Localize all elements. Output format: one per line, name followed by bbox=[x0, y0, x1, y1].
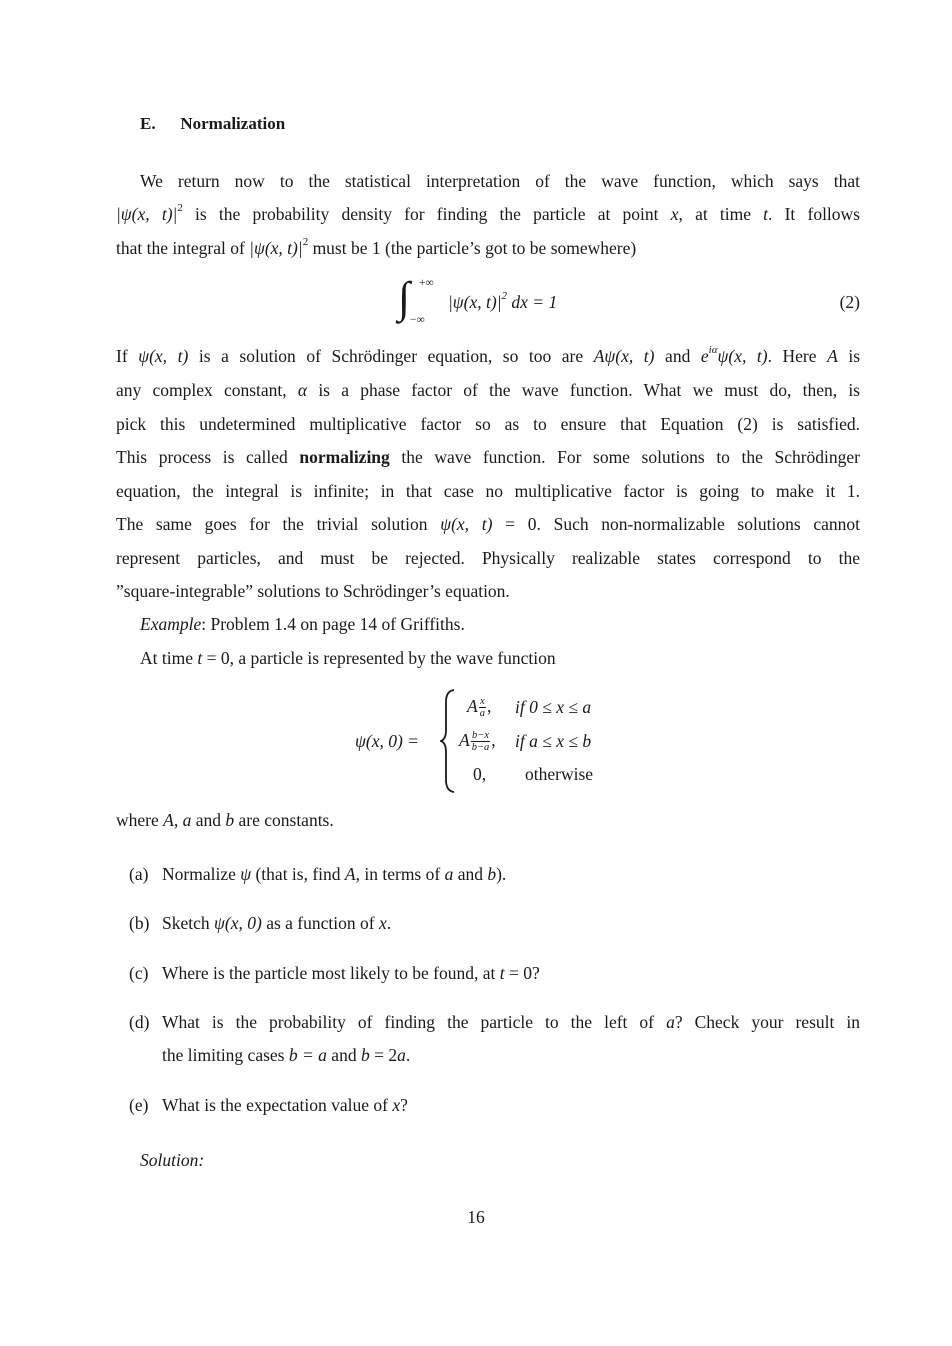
fraction bbox=[479, 696, 486, 719]
text: What is the expectation value of bbox=[162, 1095, 393, 1115]
para2-line8: ”square-integrable” solutions to Schrödinger’s equation. bbox=[116, 581, 510, 601]
text: is a phase factor of the wave function. What we must do, then, is bbox=[307, 380, 860, 400]
math: a bbox=[444, 864, 454, 884]
question-item-d bbox=[129, 1011, 860, 1066]
text: This process is called bbox=[116, 447, 300, 467]
math: e bbox=[700, 346, 709, 366]
text: as a function of bbox=[261, 913, 379, 933]
question-item-e bbox=[129, 1094, 860, 1116]
text: ? Check your result in bbox=[674, 1012, 861, 1032]
case-1-condition: if 0 ≤ x ≤ a bbox=[515, 697, 592, 717]
para2-line3: pick this undetermined multiplicative factor so as to ensure that Equation (2) is satisfied. bbox=[116, 414, 860, 434]
text: . It follows bbox=[768, 204, 860, 224]
square: 2 bbox=[501, 290, 508, 302]
math: b bbox=[225, 810, 235, 830]
math: α bbox=[297, 380, 308, 400]
text: the wave function. For some solutions to the Schrödinger bbox=[389, 447, 861, 467]
math: ψ bbox=[240, 864, 252, 884]
para2-line6 bbox=[116, 513, 860, 535]
text: and bbox=[326, 1045, 361, 1065]
item-label: (c) bbox=[129, 963, 149, 983]
item-label: (e) bbox=[129, 1095, 149, 1115]
psi-abs: |ψ(x, t)| bbox=[116, 204, 178, 224]
text: is bbox=[837, 346, 861, 366]
text: = 0? bbox=[504, 963, 540, 983]
fraction bbox=[471, 730, 491, 753]
text: , in terms of bbox=[355, 864, 445, 884]
integral-sign: ∫ bbox=[398, 273, 411, 322]
text: ? bbox=[400, 1095, 408, 1115]
text: = 0. Such non-normalizable solutions cannot bbox=[492, 514, 860, 534]
math: ψ(x, t) bbox=[717, 346, 768, 366]
text: Normalize bbox=[162, 864, 241, 884]
text: any complex constant, bbox=[116, 380, 298, 400]
text: Where is the particle most likely to be found, at bbox=[162, 963, 500, 983]
bold-term: normalizing bbox=[299, 447, 390, 467]
text: What is the probability of finding the particle to the left of bbox=[162, 1012, 667, 1032]
example-label: Example bbox=[140, 614, 202, 634]
psi-abs: |ψ(x, t)| bbox=[249, 238, 303, 258]
var-x: x bbox=[670, 204, 679, 224]
square: 2 bbox=[177, 202, 183, 214]
text: The same goes for the trivial solution bbox=[116, 514, 441, 534]
question-item-b bbox=[129, 912, 860, 934]
text: (that is, find bbox=[251, 864, 345, 884]
example-line bbox=[140, 613, 860, 635]
item-label: (a) bbox=[129, 864, 149, 884]
text: are constants. bbox=[234, 810, 334, 830]
text: is the probability density for finding the particle at point bbox=[182, 204, 671, 224]
math: t bbox=[499, 963, 505, 983]
section-label: E. bbox=[140, 114, 156, 133]
math: ψ(x, 0) bbox=[214, 913, 262, 933]
item-label: (b) bbox=[129, 913, 150, 933]
text: and bbox=[191, 810, 226, 830]
text: : Problem 1.4 on page 14 of Griffiths. bbox=[201, 614, 465, 634]
math: Aψ(x, t) bbox=[593, 346, 655, 366]
case-1-value: A $\frac{x}{a}$ , bbox=[467, 696, 492, 720]
para2-line1 bbox=[116, 345, 860, 367]
square: 2 bbox=[302, 236, 309, 248]
integral-upper-limit: +∞ bbox=[419, 277, 434, 289]
constants-line bbox=[116, 809, 860, 831]
para2-line2 bbox=[116, 379, 860, 401]
math: b bbox=[487, 864, 497, 884]
case-2-value: A $\frac{b-x}{b-a}$ , bbox=[459, 730, 496, 754]
example-line2 bbox=[140, 647, 860, 669]
numerator: x bbox=[479, 696, 485, 708]
text: is a solution of Schrödinger equation, so too are bbox=[188, 346, 594, 366]
text: and bbox=[654, 346, 701, 366]
const-A: A bbox=[467, 696, 478, 716]
text: , at time bbox=[678, 204, 764, 224]
const-A: A bbox=[459, 730, 470, 750]
math: A bbox=[827, 346, 838, 366]
psi-abs: |ψ(x, t)| bbox=[448, 292, 502, 312]
text: where bbox=[116, 810, 164, 830]
text: the limiting cases bbox=[162, 1045, 289, 1065]
piecewise-lhs: ψ(x, 0) = bbox=[355, 731, 419, 751]
text: that the integral of bbox=[116, 238, 250, 258]
integrand bbox=[448, 291, 557, 313]
item-d-line2 bbox=[129, 1044, 860, 1066]
var-t: t bbox=[763, 204, 769, 224]
page-number: 16 bbox=[467, 1207, 485, 1227]
case-3-condition: otherwise bbox=[525, 764, 594, 784]
numerator: b−x bbox=[472, 730, 489, 742]
text: . bbox=[405, 1045, 411, 1065]
text: If bbox=[116, 346, 139, 366]
text: At time bbox=[140, 648, 198, 668]
solution-label: Solution: bbox=[140, 1150, 205, 1170]
text: = 2 bbox=[369, 1045, 398, 1065]
text: Sketch bbox=[162, 913, 215, 933]
text: . Here bbox=[767, 346, 828, 366]
denominator: b−a bbox=[471, 742, 490, 754]
math: x bbox=[378, 913, 387, 933]
math: b = a bbox=[288, 1045, 327, 1065]
text: ). bbox=[496, 864, 507, 884]
para2-line7: represent particles, and must be rejected. Physically realizable states correspond to the bbox=[116, 548, 860, 568]
integrand-rest: dx = 1 bbox=[507, 292, 558, 312]
text: must be 1 (the particle’s got to be somewhere) bbox=[308, 238, 637, 258]
equation-number: (2) bbox=[839, 292, 860, 312]
integral-lower-limit: −∞ bbox=[410, 314, 425, 326]
exponent: iα bbox=[708, 344, 718, 356]
para1-line1: We return now to the statistical interpretation of the wave function, which says that bbox=[140, 171, 860, 191]
item-d-line1 bbox=[129, 1011, 860, 1033]
section-title: Normalization bbox=[180, 114, 286, 133]
math: ψ(x, t) bbox=[138, 346, 189, 366]
math: ψ(x, t) bbox=[440, 514, 493, 534]
left-brace bbox=[440, 688, 456, 794]
question-item-c bbox=[129, 962, 860, 984]
math: t bbox=[197, 648, 203, 668]
math: x bbox=[392, 1095, 401, 1115]
math: a bbox=[666, 1012, 675, 1032]
case-3-value: 0, bbox=[473, 764, 487, 784]
text: = 0, a particle is represented by the wave function bbox=[202, 648, 556, 668]
math: b bbox=[360, 1045, 370, 1065]
text: and bbox=[453, 864, 488, 884]
section-heading bbox=[140, 114, 285, 134]
denominator: a bbox=[479, 708, 485, 720]
question-item-a bbox=[129, 863, 860, 885]
item-label: (d) bbox=[129, 1012, 150, 1032]
text: . bbox=[386, 913, 392, 933]
math: a bbox=[397, 1045, 406, 1065]
para2-line4 bbox=[116, 446, 860, 468]
case-2-condition: if a ≤ x ≤ b bbox=[515, 731, 592, 751]
para1-line2 bbox=[116, 203, 860, 225]
math: A bbox=[344, 864, 356, 884]
math: A, a bbox=[163, 810, 192, 830]
para1-line3 bbox=[116, 237, 860, 259]
para2-line5: equation, the integral is infinite; in that case no multiplicative factor is going to make it 1. bbox=[116, 481, 860, 501]
